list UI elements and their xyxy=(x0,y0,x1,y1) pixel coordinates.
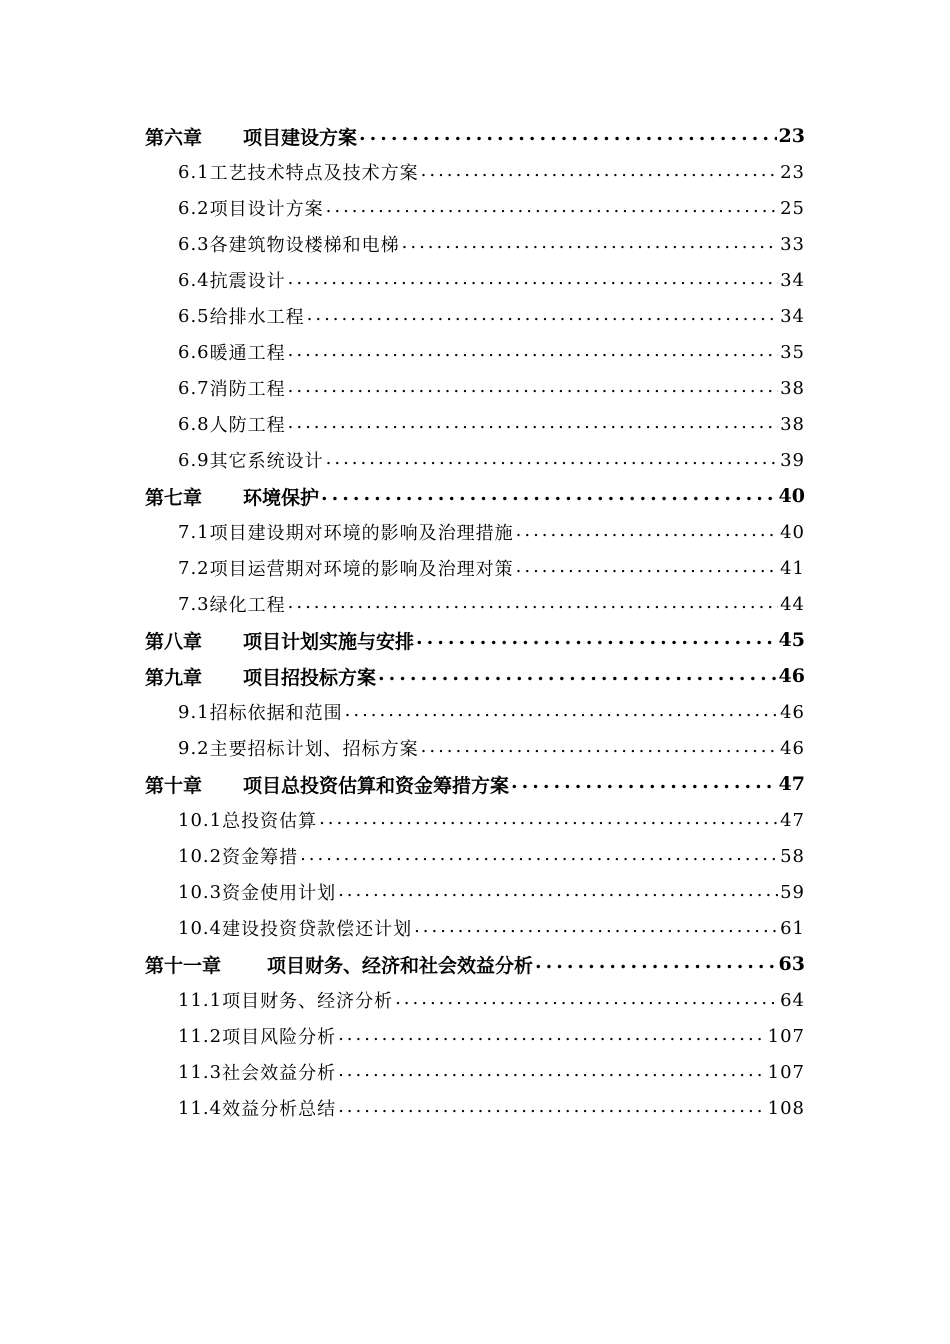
toc-entry-number: 第九章 xyxy=(145,666,203,689)
toc-entry-title: 项目运营期对环境的影响及治理对策 xyxy=(209,559,514,580)
toc-entry-number: 11.2 xyxy=(178,1025,223,1047)
toc-dot-leader xyxy=(338,1090,766,1126)
toc-chapter-entry[interactable] xyxy=(0,946,950,982)
toc-page-number: 25 xyxy=(780,197,805,219)
toc-dot-leader xyxy=(416,622,777,658)
toc-entry-title: 环境保护 xyxy=(243,486,320,509)
toc-entry-title: 资金使用计划 xyxy=(222,883,337,904)
toc-section-entry[interactable] xyxy=(0,370,950,406)
toc-entry-number: 6.8 xyxy=(178,413,210,435)
toc-entry-number: 10.3 xyxy=(178,881,223,903)
toc-page-number: 46 xyxy=(778,665,805,687)
toc-entry-number: 11.3 xyxy=(178,1061,223,1083)
toc-page-number: 61 xyxy=(780,917,805,939)
toc-dot-leader xyxy=(516,514,778,550)
toc-page-number: 44 xyxy=(780,593,805,615)
toc-section-entry[interactable] xyxy=(0,910,950,946)
toc-entry-number: 第十一章 xyxy=(145,954,222,977)
toc-section-entry[interactable] xyxy=(0,262,950,298)
toc-entry-number: 10.1 xyxy=(178,809,223,831)
toc-chapter-entry[interactable] xyxy=(0,622,950,658)
toc-entry-title: 建设投资贷款偿还计划 xyxy=(222,919,413,940)
toc-chapter-entry[interactable] xyxy=(0,118,950,154)
toc-page-number: 107 xyxy=(767,1025,805,1047)
toc-section-entry[interactable] xyxy=(0,1018,950,1054)
toc-dot-leader xyxy=(321,478,777,514)
toc-entry-title: 招标依据和范围 xyxy=(209,703,343,724)
toc-page-number: 39 xyxy=(780,449,805,471)
toc-page-number: 40 xyxy=(780,521,805,543)
toc-section-entry[interactable] xyxy=(0,406,950,442)
toc-section-entry[interactable] xyxy=(0,226,950,262)
toc-dot-leader xyxy=(288,406,778,442)
toc-dot-leader xyxy=(319,802,778,838)
toc-section-entry[interactable] xyxy=(0,334,950,370)
toc-page-number: 47 xyxy=(778,773,805,795)
toc-entry-number: 第六章 xyxy=(145,126,203,149)
toc-page-number: 38 xyxy=(780,377,805,399)
toc-dot-leader xyxy=(326,190,778,226)
toc-page-number: 46 xyxy=(780,701,805,723)
toc-page-number: 33 xyxy=(780,233,805,255)
toc-dot-leader xyxy=(307,298,778,334)
toc-entry-title: 项目财务、经济和社会效益分析 xyxy=(267,954,534,977)
toc-page-number: 47 xyxy=(780,809,805,831)
toc-section-entry[interactable] xyxy=(0,298,950,334)
toc-dot-leader xyxy=(535,946,777,982)
toc-dot-leader xyxy=(288,586,778,622)
toc-section-entry[interactable] xyxy=(0,1090,950,1126)
toc-entry-title: 社会效益分析 xyxy=(222,1063,337,1084)
toc-dot-leader xyxy=(395,982,778,1018)
toc-dot-leader xyxy=(378,658,777,694)
toc-page-number: 63 xyxy=(778,953,805,975)
toc-page-number: 59 xyxy=(780,881,805,903)
toc-page-number: 107 xyxy=(767,1061,805,1083)
toc-page-number: 108 xyxy=(767,1097,805,1119)
toc-section-entry[interactable] xyxy=(0,802,950,838)
toc-entry-title: 资金筹措 xyxy=(222,847,299,868)
toc-entry-number: 6.7 xyxy=(178,377,210,399)
toc-section-entry[interactable] xyxy=(0,514,950,550)
toc-entry-title: 项目财务、经济分析 xyxy=(222,991,394,1012)
toc-entry-number: 10.2 xyxy=(178,845,223,867)
toc-entry-title: 给排水工程 xyxy=(209,307,305,328)
toc-dot-leader xyxy=(516,550,778,586)
toc-page-number: 64 xyxy=(780,989,805,1011)
toc-page-number: 45 xyxy=(778,629,805,651)
toc-dot-leader xyxy=(288,370,778,406)
toc-page-number: 35 xyxy=(780,341,805,363)
toc-section-entry[interactable] xyxy=(0,874,950,910)
toc-dot-leader xyxy=(421,154,778,190)
toc-dot-leader xyxy=(414,910,778,946)
toc-dot-leader xyxy=(338,1018,766,1054)
toc-entry-title: 各建筑物设楼梯和电梯 xyxy=(209,235,400,256)
toc-entry-title: 人防工程 xyxy=(209,415,286,436)
toc-entry-number: 9.1 xyxy=(178,701,210,723)
toc-dot-leader xyxy=(338,1054,766,1090)
toc-dot-leader xyxy=(421,730,778,766)
table-of-contents xyxy=(0,118,950,1126)
toc-entry-title: 暖通工程 xyxy=(209,343,286,364)
toc-page-number: 34 xyxy=(780,269,805,291)
toc-entry-number: 7.1 xyxy=(178,521,210,543)
toc-entry-title: 主要招标计划、招标方案 xyxy=(209,739,419,760)
toc-entry-title: 绿化工程 xyxy=(209,595,286,616)
toc-chapter-entry[interactable] xyxy=(0,766,950,802)
toc-section-entry[interactable] xyxy=(0,190,950,226)
toc-entry-number: 第八章 xyxy=(145,630,203,653)
toc-entry-number: 7.3 xyxy=(178,593,210,615)
toc-entry-title: 效益分析总结 xyxy=(222,1099,337,1120)
toc-entry-number: 11.1 xyxy=(178,989,223,1011)
toc-entry-number: 6.4 xyxy=(178,269,210,291)
toc-section-entry[interactable] xyxy=(0,442,950,478)
toc-entry-title: 其它系统设计 xyxy=(209,451,324,472)
toc-entry-title: 项目总投资估算和资金筹措方案 xyxy=(243,774,510,797)
toc-entry-title: 消防工程 xyxy=(209,379,286,400)
toc-entry-title: 项目招投标方案 xyxy=(243,666,377,689)
toc-page-number: 23 xyxy=(780,161,805,183)
toc-entry-number: 第十章 xyxy=(145,774,203,797)
toc-entry-number: 6.9 xyxy=(178,449,210,471)
toc-page-number: 23 xyxy=(778,125,805,147)
toc-dot-leader xyxy=(338,874,778,910)
toc-chapter-entry[interactable] xyxy=(0,478,950,514)
toc-page-number: 41 xyxy=(780,557,805,579)
toc-page-number: 58 xyxy=(780,845,805,867)
toc-entry-number: 10.4 xyxy=(178,917,223,939)
toc-page-number: 38 xyxy=(780,413,805,435)
toc-dot-leader xyxy=(288,262,778,298)
toc-entry-title: 项目建设期对环境的影响及治理措施 xyxy=(209,523,514,544)
toc-section-entry[interactable] xyxy=(0,730,950,766)
toc-entry-number: 6.2 xyxy=(178,197,210,219)
toc-dot-leader xyxy=(345,694,778,730)
toc-chapter-entry[interactable] xyxy=(0,658,950,694)
toc-section-entry[interactable] xyxy=(0,550,950,586)
toc-dot-leader xyxy=(326,442,778,478)
toc-dot-leader xyxy=(359,118,777,154)
toc-page-number: 34 xyxy=(780,305,805,327)
toc-entry-title: 工艺技术特点及技术方案 xyxy=(209,163,419,184)
toc-section-entry[interactable] xyxy=(0,586,950,622)
toc-section-entry[interactable] xyxy=(0,982,950,1018)
toc-entry-title: 项目设计方案 xyxy=(209,199,324,220)
toc-dot-leader xyxy=(511,766,777,802)
toc-entry-number: 6.5 xyxy=(178,305,210,327)
toc-entry-number: 第七章 xyxy=(145,486,203,509)
toc-entry-number: 7.2 xyxy=(178,557,210,579)
toc-section-entry[interactable] xyxy=(0,1054,950,1090)
toc-section-entry[interactable] xyxy=(0,838,950,874)
toc-entry-number: 9.2 xyxy=(178,737,210,759)
toc-page-number: 46 xyxy=(780,737,805,759)
toc-entry-title: 项目计划实施与安排 xyxy=(243,630,415,653)
toc-section-entry[interactable] xyxy=(0,694,950,730)
toc-entry-number: 6.3 xyxy=(178,233,210,255)
toc-entry-number: 6.1 xyxy=(178,161,210,183)
toc-entry-title: 总投资估算 xyxy=(222,811,318,832)
toc-entry-title: 抗震设计 xyxy=(209,271,286,292)
toc-entry-number: 6.6 xyxy=(178,341,210,363)
toc-dot-leader xyxy=(300,838,778,874)
toc-section-entry[interactable] xyxy=(0,154,950,190)
toc-dot-leader xyxy=(288,334,778,370)
toc-page-number: 40 xyxy=(778,485,805,507)
toc-dot-leader xyxy=(402,226,778,262)
toc-entry-title: 项目建设方案 xyxy=(243,126,358,149)
toc-entry-number: 11.4 xyxy=(178,1097,223,1119)
toc-entry-title: 项目风险分析 xyxy=(222,1027,337,1048)
